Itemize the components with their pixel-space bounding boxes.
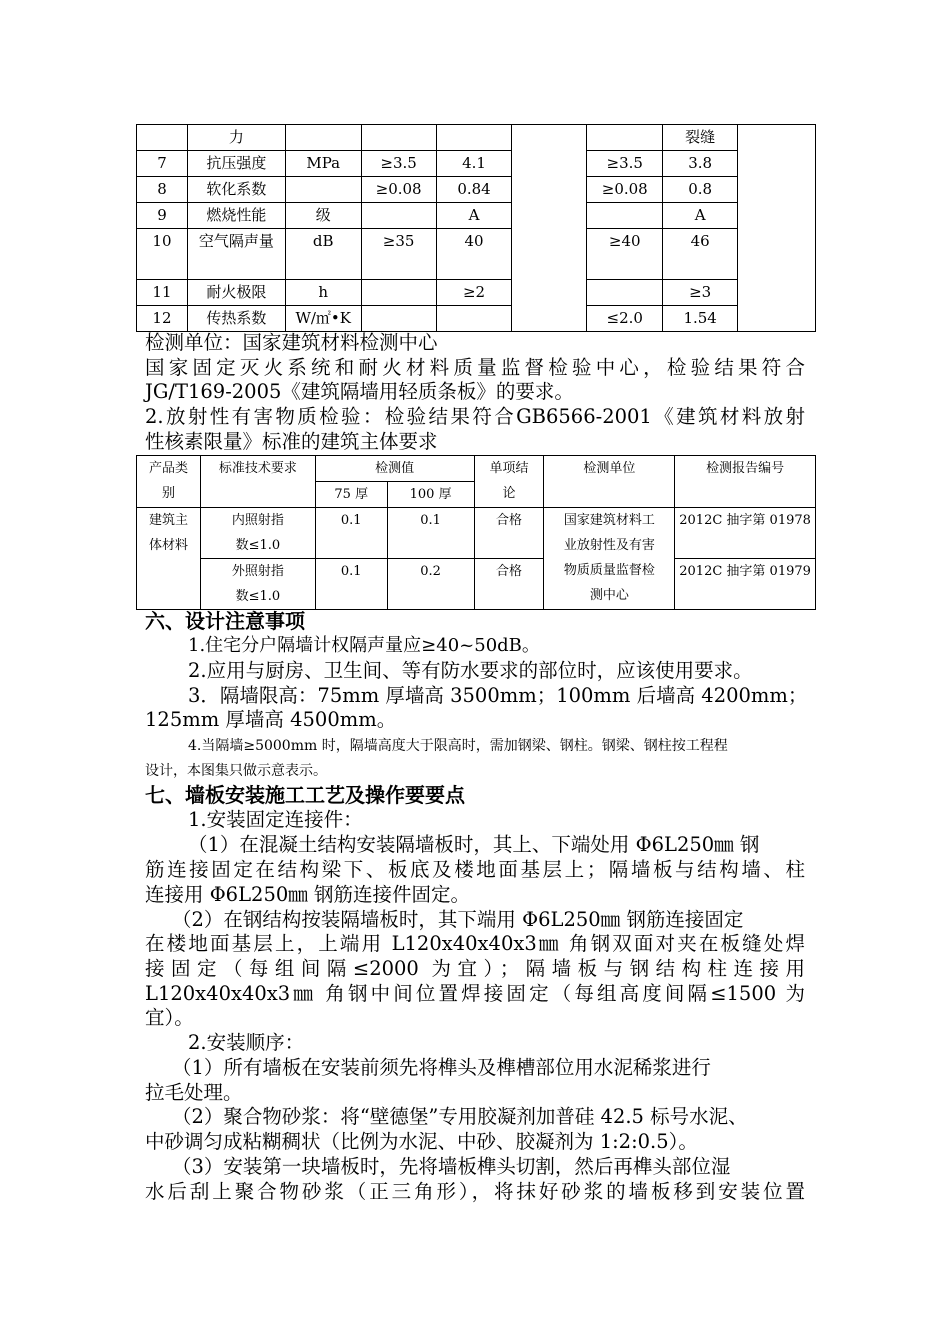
table-cell: 合格 bbox=[474, 559, 544, 610]
table-cell: 0.1 bbox=[315, 508, 387, 559]
table-row bbox=[137, 559, 816, 610]
table-cell: 8 bbox=[137, 177, 188, 203]
paragraph-line: 性核素限量》标准的建筑主体要求 bbox=[145, 430, 438, 453]
table-cell: 2012C 抽字第 01979 bbox=[675, 559, 816, 610]
table-cell: 0.8 bbox=[663, 177, 738, 203]
table-cell: 1.54 bbox=[663, 306, 738, 332]
section-heading: 七、墙板安装施工工艺及操作要要点 bbox=[145, 783, 465, 807]
paragraph-line: （1）在混凝土结构安装隔墙板时，其上、下端处用 Φ6L250㎜ 钢 bbox=[188, 833, 760, 856]
table-cell: 传热系数 bbox=[187, 306, 285, 332]
paragraph-line: 在楼地面基层上，上端用 L120x40x40x3㎜ 角钢双面对夹在板缝处焊 bbox=[145, 932, 805, 955]
table-cell: A bbox=[436, 203, 512, 229]
table-header-cell: 单项结论 bbox=[474, 456, 544, 508]
table-row bbox=[137, 280, 816, 306]
table-cell bbox=[436, 125, 512, 151]
table-header-cell: 标准技术要求 bbox=[200, 456, 315, 508]
table-cell bbox=[361, 280, 436, 306]
table-row bbox=[137, 203, 816, 229]
radioactivity-table bbox=[136, 455, 816, 610]
table-cell bbox=[587, 203, 663, 229]
table-cell: 力 bbox=[187, 125, 285, 151]
table-cell: 3.8 bbox=[663, 151, 738, 177]
paragraph-line: L120x40x40x3㎜ 角钢中间位置焊接固定（每组高度间隔≤1500 为 bbox=[145, 982, 805, 1005]
table-row bbox=[137, 177, 816, 203]
paragraph-line: 2.应用与厨房、卫生间、等有防水要求的部位时，应该使用要求。 bbox=[188, 659, 753, 682]
table-cell: ≥0.08 bbox=[361, 177, 436, 203]
table-cell: 抗压强度 bbox=[187, 151, 285, 177]
table-row bbox=[137, 306, 816, 332]
paragraph-line: JG/T169-2005《建筑隔墙用轻质条板》的要求。 bbox=[145, 380, 574, 403]
table-cell: 国家建筑材料工业放射性及有害物质质量监督检测中心 bbox=[544, 508, 675, 610]
table-cell: ≥3.5 bbox=[587, 151, 663, 177]
table-row bbox=[137, 125, 816, 151]
paragraph-line: 4.当隔墙≥5000mm 时，隔墙高度大于限高时，需加钢梁、钢柱。钢梁、钢柱按工程程 bbox=[188, 738, 728, 754]
table-cell bbox=[436, 306, 512, 332]
table-cell: 裂缝 bbox=[663, 125, 738, 151]
paragraph-line: 2.安装顺序： bbox=[188, 1031, 305, 1054]
paragraph-line: （2）在钢结构按装隔墙板时，其下端用 Φ6L250㎜ 钢筋连接固定 bbox=[172, 908, 744, 931]
table-cell: 2012C 抽字第 01978 bbox=[675, 508, 816, 559]
table-header-row bbox=[137, 456, 816, 482]
table-cell bbox=[361, 125, 436, 151]
table-cell: 合格 bbox=[474, 508, 544, 559]
paragraph-line: （3）安装第一块墙板时，先将墙板榫头切割，然后再榫头部位湿 bbox=[172, 1155, 731, 1178]
table-cell-blank bbox=[738, 125, 816, 332]
table-cell bbox=[587, 125, 663, 151]
table-row bbox=[137, 229, 816, 280]
paragraph-line: 连接用 Φ6L250㎜ 钢筋连接件固定。 bbox=[145, 883, 470, 906]
table-cell: 外照射指数≤1.0 bbox=[200, 559, 315, 610]
table-cell: A bbox=[663, 203, 738, 229]
paragraph-line: 设计，本图集只做示意表示。 bbox=[145, 763, 327, 779]
table-cell: 7 bbox=[137, 151, 188, 177]
paragraph-line: 2.放射性有害物质检验：检验结果符合GB6566-2001《建筑材料放射 bbox=[145, 405, 805, 428]
table-cell: 级 bbox=[285, 203, 361, 229]
paragraph-line: 125mm 厚墙高 4500mm。 bbox=[145, 708, 397, 731]
paragraph-line: 3．隔墙限高：75mm 厚墙高 3500mm；100mm 后墙高 4200mm； bbox=[188, 684, 808, 707]
table-header-cell: 75 厚 bbox=[315, 482, 387, 508]
paragraph-line: 1.住宅分户隔墙计权隔声量应≥40~50dB。 bbox=[188, 635, 540, 656]
table-cell: 4.1 bbox=[436, 151, 512, 177]
table-cell: 耐火极限 bbox=[187, 280, 285, 306]
table-header-cell: 100 厚 bbox=[387, 482, 474, 508]
table-cell bbox=[361, 203, 436, 229]
paragraph-line: 水后刮上聚合物砂浆（正三角形），将抹好砂浆的墙板移到安装位置 bbox=[145, 1180, 805, 1203]
table-cell: 空气隔声量 bbox=[187, 229, 285, 280]
table-cell: W/㎡•K bbox=[285, 306, 361, 332]
table-cell bbox=[285, 177, 361, 203]
paragraph-line: 中砂调匀成粘糊稠状（比例为水泥、中砂、胶凝剂为 1:2:0.5）。 bbox=[145, 1130, 698, 1153]
table-cell: ≥40 bbox=[587, 229, 663, 280]
table-cell: 9 bbox=[137, 203, 188, 229]
table-cell: 46 bbox=[663, 229, 738, 280]
table-cell: ≥3.5 bbox=[361, 151, 436, 177]
paragraph-line: （1）所有墙板在安装前须先将榫头及榫槽部位用水泥稀浆进行 bbox=[172, 1056, 711, 1079]
table-cell: 内照射指数≤1.0 bbox=[200, 508, 315, 559]
table-cell: ≥3 bbox=[663, 280, 738, 306]
table-cell: ≥35 bbox=[361, 229, 436, 280]
table-cell: dB bbox=[285, 229, 361, 280]
table-cell bbox=[361, 306, 436, 332]
paragraph-line: 检测单位：国家建筑材料检测中心 bbox=[145, 331, 438, 354]
table-row bbox=[137, 508, 816, 559]
table-cell: ≤2.0 bbox=[587, 306, 663, 332]
section-heading: 六、设计注意事项 bbox=[145, 609, 305, 633]
table-header-cell: 产品类别 bbox=[137, 456, 201, 508]
table-cell: h bbox=[285, 280, 361, 306]
paragraph-line: 国家固定灭火系统和耐火材料质量监督检验中心，检验结果符合 bbox=[145, 356, 805, 379]
table-cell bbox=[587, 280, 663, 306]
paragraph-line: 筋连接固定在结构梁下、板底及楼地面基层上；隔墙板与结构墙、柱 bbox=[145, 858, 805, 881]
table-cell: 10 bbox=[137, 229, 188, 280]
table-cell bbox=[285, 125, 361, 151]
table-header-cell: 检测单位 bbox=[544, 456, 675, 508]
table-cell: ≥2 bbox=[436, 280, 512, 306]
table-cell: 12 bbox=[137, 306, 188, 332]
table-cell: 11 bbox=[137, 280, 188, 306]
paragraph-line: 1.安装固定连接件： bbox=[188, 808, 363, 831]
table-cell: 40 bbox=[436, 229, 512, 280]
paragraph-line: 宜）。 bbox=[145, 1006, 194, 1029]
paragraph-line: 接固定（每组间隔≤2000 为宜）；隔墙板与钢结构柱连接用 bbox=[145, 957, 805, 980]
table-cell: 软化系数 bbox=[187, 177, 285, 203]
table-header-cell: 检测值 bbox=[315, 456, 474, 482]
table-cell: ≥0.08 bbox=[587, 177, 663, 203]
performance-table bbox=[136, 124, 816, 332]
paragraph-line: 拉毛处理。 bbox=[145, 1081, 243, 1104]
table-cell-blank bbox=[512, 125, 587, 332]
paragraph-line: （2）聚合物砂浆：将“壁德堡”专用胶凝剂加普硅 42.5 标号水泥、 bbox=[172, 1105, 748, 1128]
table-cell: 0.1 bbox=[387, 508, 474, 559]
table-cell bbox=[137, 125, 188, 151]
table-cell: 建筑主体材料 bbox=[137, 508, 201, 610]
table-cell: 0.84 bbox=[436, 177, 512, 203]
table-cell: 燃烧性能 bbox=[187, 203, 285, 229]
table-cell: 0.2 bbox=[387, 559, 474, 610]
table-cell: MPa bbox=[285, 151, 361, 177]
table-header-cell: 检测报告编号 bbox=[675, 456, 816, 508]
table-cell: 0.1 bbox=[315, 559, 387, 610]
table-row bbox=[137, 151, 816, 177]
